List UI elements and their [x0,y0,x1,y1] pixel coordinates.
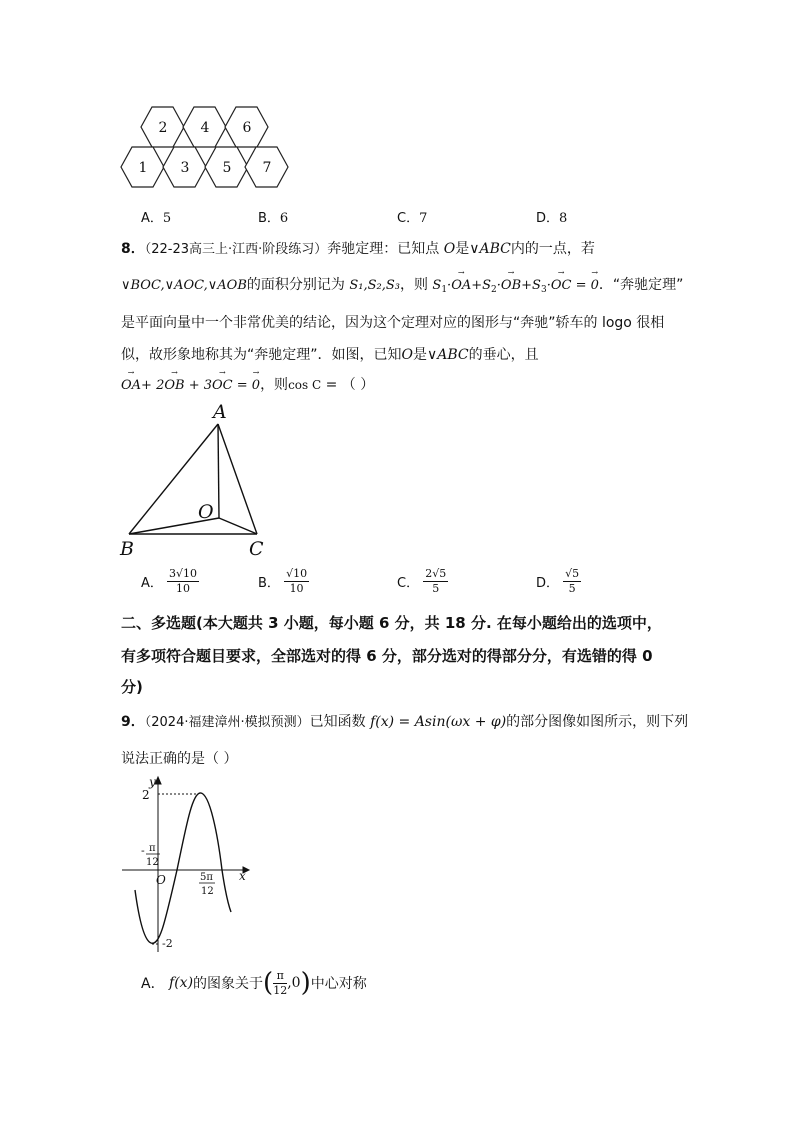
left-tick-den: 12 [146,857,159,868]
hexagon-label: 1 [138,160,148,176]
hexagon-grid [118,104,290,192]
section-heading-line3: 分) [121,678,143,696]
right-tick-num: 5π [200,872,213,883]
q7-option-b: B．6 [258,211,289,226]
vertex-label-a: A [213,401,227,423]
right-tick-den: 12 [201,886,214,897]
q8-line4: 似，故形象地称其为“奔驰定理”．如图，已知O是∨ABC的垂心，且 [121,347,539,363]
q8-line1: 8．（22-23高三上·江西·阶段练习）奔驰定理：已知点 O是∨ABC内的一点，若 [121,241,595,257]
q8-option-b: B． $\frac{√10}{10}$ [258,567,308,595]
q9-option-a: A． f(x)的图象关于( $\frac{\pi}{12}$ ,0)中心对称 [141,968,367,998]
q8-option-c: C． $\frac{2√5}{5}$ [397,567,447,595]
q8-line2: ∨BOC,∨AOC,∨AOB的面积分别记为 S₁,S₂,S₃，则 $S_1\cdot\to OA+S_2\cdot\to OB+S_3\cdot\to$ OC = → 0．“奔驰定理” [121,274,683,295]
vertex-label-c: C [249,538,264,560]
q9-line2: 说法正确的是（ ） [121,751,238,767]
q7-option-c: C．7 [397,211,428,226]
hexagon-label: 3 [180,160,190,176]
hexagon-label: 6 [242,120,252,136]
q9-line1: 9．（2024·福建漳州·模拟预测）已知函数 f(x) = Asin(ωx + φ)的部分图像如图所示，则下列 [121,714,689,730]
section-heading-line1: 二、多选题(本大题共 3 小题，每小题 6 分，共 18 分. 在每小题给出的选项中， [121,614,662,632]
sine-graph [118,772,253,957]
hexagon-label: 4 [200,120,210,136]
triangle-figure [115,400,275,565]
hexagon-label: 7 [262,160,272,176]
point-label-o: O [198,501,214,523]
hexagon-label: 2 [158,120,168,136]
section-heading-line2: 有多项符合题目要求，全部选对的得 6 分，部分选对的得部分分，有选错的得 0 [121,647,653,665]
left-tick-sign: - [141,844,145,857]
q7-option-d: D．8 [536,211,568,226]
y-axis-label: y [149,775,156,789]
q8-option-d: D． $\frac{√5}{5}$ [536,567,580,595]
x-axis-label: x [239,869,246,883]
orthocenter-condition: → OA+ 2→ OB + 3→ OC = → 0 [121,378,260,393]
q8-option-a: A． $\frac{3√10}{10}$ [141,567,198,595]
ymin-label: -2 [162,937,173,950]
hexagon-label: 5 [222,160,232,176]
benz-formula: $S_1\cdot\to OA+S_2\cdot\to OB+S_3\cdot\to$ OC = → 0 [432,278,598,293]
ymax-label: 2 [142,788,150,802]
q8-line5: → OA+ 2→ OB + 3→ OC = → 0，则cos C = （ ） [121,374,374,394]
q8-line3: 是平面向量中一个非常优美的结论，因为这个定理对应的图形与“奔驰”轿车的 logo 很相 [121,315,665,331]
vertex-label-b: B [120,538,134,560]
origin-label: O [156,873,166,887]
q7-option-a: A．5 [141,211,172,226]
sine-curve [135,793,231,943]
left-tick-num: π [149,843,156,854]
